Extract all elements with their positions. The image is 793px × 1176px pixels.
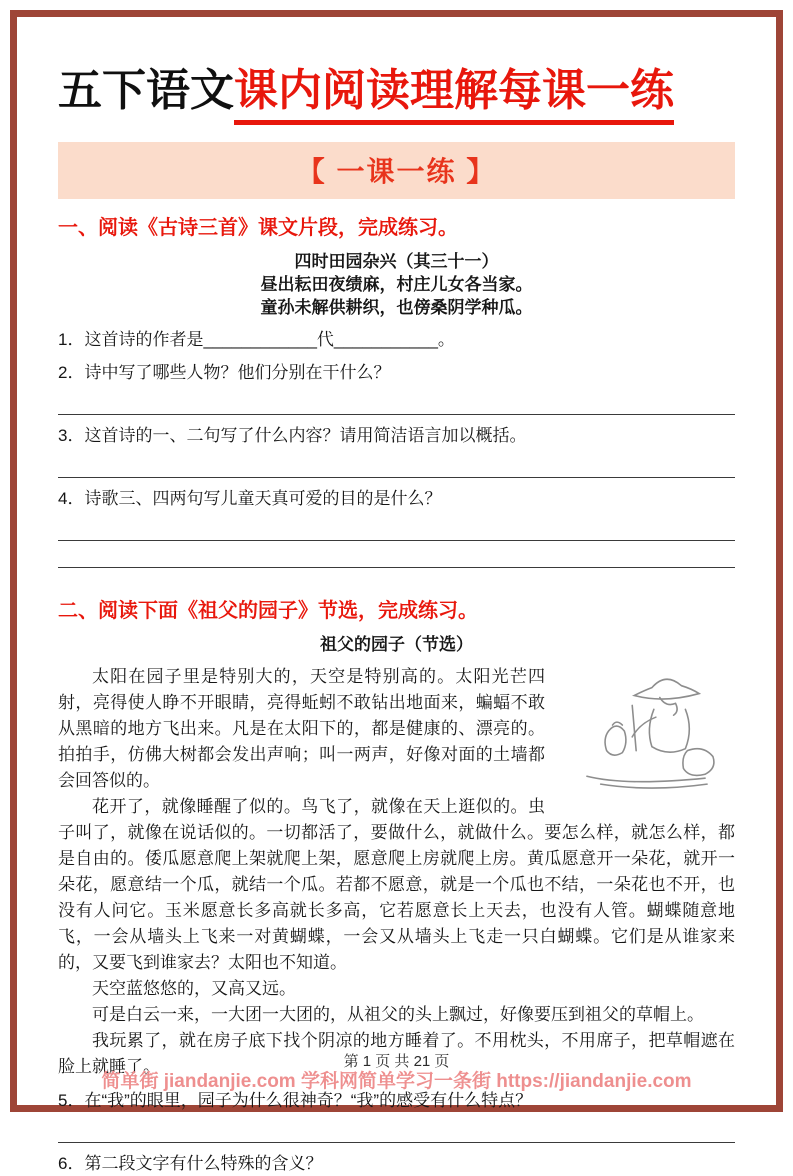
banner-label: 【 一课一练 】 [296,156,497,187]
question-3: 3．这首诗的一、二句写了什么内容？请用简洁语言加以概括。 [58,426,527,445]
poem-line-1: 昼出耘田夜绩麻，村庄儿女各当家。 [260,275,533,294]
answer-line [58,385,735,415]
question-6: 6．第二段文字有什么特殊的含义？ [58,1154,323,1173]
page-title [58,54,735,118]
section-two-heading: 二、阅读下面《祖父的园子》节选，完成练习。 [58,600,478,622]
answer-line [58,541,735,568]
passage-paragraph-1: 太阳在园子里是特别大的，天空是特别高的。太阳光芒四射，亮得使人睁不开眼睛，亮得蚯蚓不敢钻出地面来，蝙蝠不敢从黑暗的地方飞出来。凡是在太阳下的，都是健康的、漂亮的。拍拍手，仿佛大树都会发出声响；叫一两声，好像对面的土墙都会回答似的。 [58,667,545,790]
question-5: 5．在“我”的眼里，园子为什么很神奇？“我”的感受有什么特点？ [58,1091,533,1110]
answer-line [58,1113,735,1143]
watermark-text: 简单街 jiandanjie.com 学科网简单学习一条街 https://jiandanjie.com [101,1071,692,1092]
answer-line [58,511,735,541]
question-4: 4．诗歌三、四两句写儿童天真可爱的目的是什么？ [58,489,442,508]
worksheet-content [58,54,735,1176]
section-one [58,215,735,568]
poem-line-2: 童孙未解供耕织，也傍桑阴学种瓜。 [260,298,533,317]
poem-title: 四时田园杂兴（其三十一） [294,252,499,271]
passage-title: 祖父的园子（节选） [320,635,473,654]
lesson-practice-banner [58,142,735,199]
title-main-label: 课内阅读理解每课一练 [234,66,674,125]
passage-paragraph-5: 我玩累了，就在房子底下找个阴凉的地方睡着了。不用枕头，不用席子，把草帽遮在脸上就睡了。 [58,1031,735,1076]
passage-paragraph-2: 花开了，就像睡醒了似的。鸟飞了，就像在天上逛似的。虫子叫了，就像在说话似的。一切都活了，要做什么，就做什么。要怎么样，就怎么样，都是自由的。倭瓜愿意爬上架就爬上架，愿意爬上房就爬上房。黄瓜愿意开一朵花，就开一朵花，愿意结一个瓜，就结一个瓜。若都不愿意，就是一个瓜也不结，一朵花也不开，也没有人问它。玉米愿意长多高就长多高，它若愿意长上天去，也没有人管。蝴蝶随意地飞，一会从墙头上飞来一对黄蝴蝶，一会又从墙头上飞走一只白蝴蝶。它们是从谁家来的，又要飞到谁家去？太阳也不知道。 [58,797,735,972]
page-number: 第 1 页 共 21 页 [343,1053,450,1070]
passage-body [58,664,735,1080]
section-one-heading: 一、阅读《古诗三首》课文片段，完成练习。 [58,217,458,239]
answer-line [58,448,735,478]
question-1: 1．这首诗的作者是____________代___________。 [58,330,455,349]
title-grade-label: 五下语文 [58,66,234,115]
grandfather-garden-sketch-illustration [557,666,735,792]
passage-paragraph-3: 天空蓝悠悠的，又高又远。 [92,979,296,998]
question-2: 2．诗中写了哪些人物？他们分别在干什么？ [58,363,391,382]
passage-paragraph-4: 可是白云一来，一大团一大团的，从祖父的头上飘过，好像要压到祖父的草帽上。 [92,1005,704,1024]
